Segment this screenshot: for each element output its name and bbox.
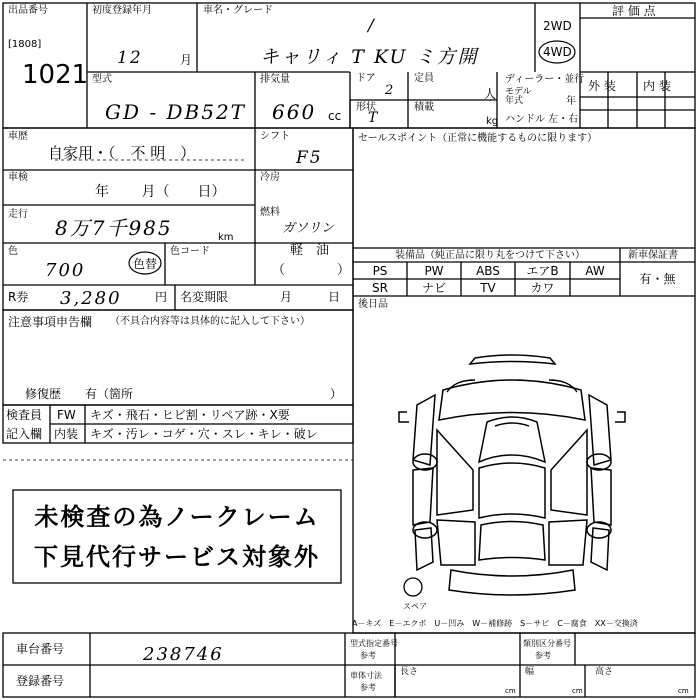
repair-value: 有（箇所 (85, 387, 134, 401)
reg-no-label: 登録番号 (16, 674, 65, 688)
chassis-value: 238746 (143, 644, 224, 665)
chassis-label: 車台番号 (16, 642, 65, 656)
recycle-value: 3,280 (60, 288, 122, 309)
equip-pw: PW (424, 263, 444, 278)
inspector-fw-text: キズ・飛石・ヒビ割・リペア跡・X要 (90, 408, 290, 422)
capacity-unit: 人 (484, 87, 497, 101)
caution-label: 注意事項申告欄 (8, 315, 93, 329)
spare-label: スペア (403, 602, 427, 611)
length-unit: cm (505, 687, 516, 695)
shape-label: 形状 (356, 102, 376, 113)
equip-ps: PS (372, 263, 388, 278)
sales-point-label: セールスポイント（正常に機能するものに限ります） (358, 133, 598, 144)
fuel-other: （ ） (272, 263, 351, 278)
equip-navi: ナビ (421, 280, 446, 295)
caution-sub: （不具合内容等は具体的に記入して下さい） (110, 316, 310, 327)
designation-ref: 参考 (360, 651, 376, 660)
drive-2wd: 2WD (543, 19, 572, 33)
inspection-value: 年 月（ 日） (95, 184, 226, 200)
equipment-title: 装備品（純正品に限り丸をつけて下さい） (395, 250, 585, 261)
inspection-label: 車検 (8, 172, 28, 183)
equip-abs: ABS (476, 263, 500, 278)
load-unit: kg (486, 116, 499, 127)
drive-4wd: 4WD (543, 45, 572, 59)
equip-airbag: エアB (526, 263, 559, 278)
warranty-value: 有・無 (639, 272, 676, 286)
stamp-line-1: 未検査の為ノークレーム (34, 503, 320, 531)
exterior-label: 外 装 (588, 79, 616, 93)
stamp-line-2: 下見代行サービス対象外 (34, 543, 320, 571)
color-change: 色替 (133, 257, 158, 271)
load-label: 積載 (414, 102, 434, 113)
equip-aw: AW (585, 263, 605, 278)
equip-sr: SR (372, 280, 388, 295)
dealer-label: ディーラー・並行 (505, 74, 585, 85)
first-reg-value: 12 (117, 48, 143, 68)
category-ref: 参考 (535, 651, 551, 660)
displacement-label: 排気量 (260, 74, 290, 85)
car-name-label: 車名・グレード (203, 5, 273, 16)
rating-label: 評 価 点 (612, 4, 656, 18)
inspector-interior-text: キズ・汚レ・コゲ・穴・スレ・キレ・破レ (90, 427, 318, 441)
year-unit: 年 (566, 96, 576, 107)
length-label: 長さ (400, 667, 419, 677)
interior-label: 内 装 (643, 79, 671, 93)
equip-tv: TV (480, 280, 496, 295)
shape-value: T (368, 110, 380, 126)
height-unit: cm (678, 687, 689, 695)
name-change-label: 名変期限 (180, 290, 229, 304)
recycle-unit: 円 (155, 290, 168, 304)
doors-value: 2 (385, 83, 396, 98)
inspector-interior: 内装 (54, 427, 79, 441)
history-label: 車歴 (8, 131, 28, 142)
mileage-value: 8万7千985 (55, 216, 173, 240)
shift-label: シフト (260, 131, 290, 142)
displacement-unit: cc (328, 109, 342, 123)
model-value: GD - DB52T (105, 100, 247, 124)
car-damage-diagram (395, 350, 630, 600)
height-label: 高さ (595, 667, 614, 677)
body-dims-label: 車体寸法 (350, 671, 382, 680)
repair-close: ） (330, 387, 343, 401)
inspector-fw: FW (57, 408, 76, 422)
designation-label: 型式指定番号 (350, 639, 398, 648)
inspector-label-1: 検査員 (6, 408, 43, 422)
car-name-value: キャリィ T KU ミ方開 (260, 46, 479, 68)
fuel-label: 燃料 (260, 207, 280, 218)
lot-sub: [1808] (8, 39, 42, 50)
rear-seat-label: 後日品 (358, 299, 388, 310)
model-year-label-2: 年式 (505, 96, 524, 106)
car-name-tick: / (368, 16, 376, 36)
ac-label: 冷房 (260, 172, 280, 183)
color-label: 色 (8, 246, 18, 257)
width-label: 幅 (525, 667, 535, 677)
name-change-value: 月 日 (280, 290, 341, 304)
first-reg-label: 初度登録年月 (92, 5, 152, 16)
equip-leather: カワ (530, 280, 555, 295)
drive-circle-mark (537, 38, 577, 66)
mileage-unit: km (218, 232, 234, 243)
capacity-label: 定員 (414, 73, 434, 84)
repair-label: 修復歴 (25, 387, 62, 401)
handle-label: ハンドル 左・右 (505, 114, 579, 125)
recycle-label: R券 (8, 290, 29, 304)
fuel-diesel: 軽 油 (290, 243, 330, 258)
width-unit: cm (572, 687, 583, 695)
displacement-value: 660 (272, 100, 317, 124)
first-reg-month: 月 (180, 53, 193, 67)
color-change-circle (128, 250, 162, 276)
inspector-label-2: 記入欄 (6, 427, 43, 441)
shift-value: F5 (296, 148, 323, 168)
model-label: 型式 (92, 74, 112, 85)
damage-legend: A－キズ E－エクボ U－凹み W－補修跡 S－サビ C－腐食 XX－交換済 (352, 619, 638, 628)
lot-label: 出品番号 (8, 5, 48, 16)
doors-label: ドア (356, 73, 376, 84)
warranty-label: 新車保証書 (628, 250, 678, 261)
body-dims-ref: 参考 (360, 683, 376, 692)
lot-number: 1021 (22, 60, 89, 90)
color-code-label: 色コード (170, 246, 210, 257)
history-value: 自家用・（ 不 明 ） (48, 144, 196, 162)
category-label: 類別区分番号 (523, 639, 571, 648)
fuel-gasoline: ガソリン (282, 221, 335, 236)
color-value: 700 (45, 260, 86, 281)
model-year-label-1: モデル (505, 87, 532, 97)
mileage-label: 走行 (8, 209, 28, 220)
